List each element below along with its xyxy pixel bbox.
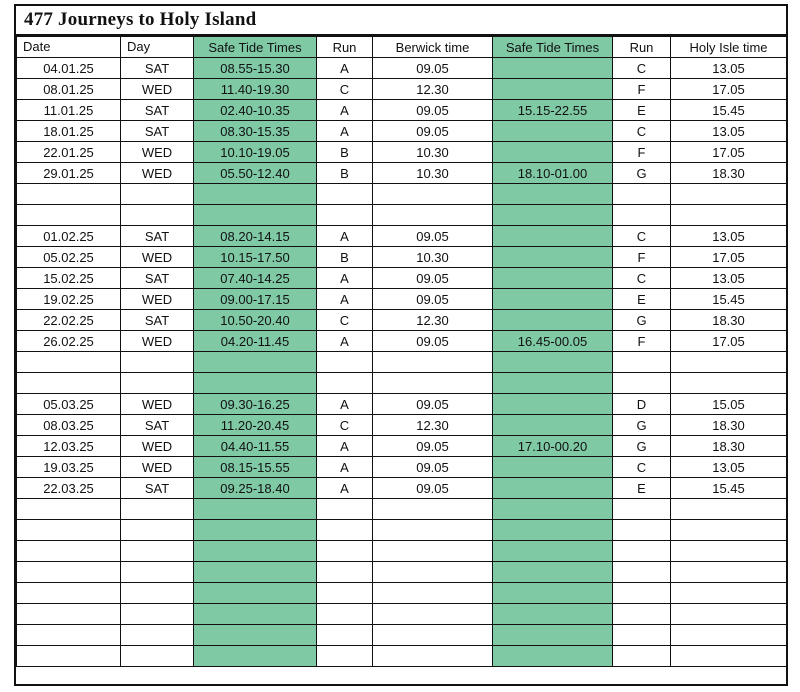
cell-berwick-time: 10.30 <box>373 142 493 163</box>
cell-holy-isle-time: 13.05 <box>671 121 787 142</box>
table-row <box>17 541 787 562</box>
table-row <box>17 205 787 226</box>
cell-safe-tide-outbound: 04.20-11.45 <box>194 331 317 352</box>
table-row <box>17 226 787 247</box>
cell-safe-tide-outbound <box>194 205 317 226</box>
cell-date: 15.02.25 <box>17 268 121 289</box>
cell-day <box>121 352 194 373</box>
cell-date <box>17 562 121 583</box>
cell-berwick-time: 12.30 <box>373 415 493 436</box>
cell-safe-tide-outbound <box>194 499 317 520</box>
table-row <box>17 373 787 394</box>
cell-holy-isle-time: 18.30 <box>671 415 787 436</box>
cell-date <box>17 373 121 394</box>
cell-holy-isle-time <box>671 352 787 373</box>
cell-day <box>121 541 194 562</box>
cell-run-return: C <box>613 457 671 478</box>
cell-holy-isle-time: 17.05 <box>671 247 787 268</box>
cell-run-return: C <box>613 58 671 79</box>
cell-berwick-time <box>373 583 493 604</box>
cell-date: 08.03.25 <box>17 415 121 436</box>
cell-holy-isle-time: 13.05 <box>671 58 787 79</box>
cell-safe-tide-outbound <box>194 604 317 625</box>
cell-run-outbound: A <box>317 478 373 499</box>
table-row <box>17 520 787 541</box>
cell-berwick-time: 09.05 <box>373 58 493 79</box>
cell-holy-isle-time: 17.05 <box>671 331 787 352</box>
cell-day: WED <box>121 331 194 352</box>
table-row <box>17 436 787 457</box>
cell-holy-isle-time <box>671 373 787 394</box>
cell-day <box>121 604 194 625</box>
cell-holy-isle-time <box>671 205 787 226</box>
cell-safe-tide-return <box>493 583 613 604</box>
cell-safe-tide-return <box>493 604 613 625</box>
cell-berwick-time <box>373 625 493 646</box>
cell-holy-isle-time: 15.45 <box>671 289 787 310</box>
cell-run-return <box>613 352 671 373</box>
cell-run-outbound: A <box>317 331 373 352</box>
cell-run-outbound: A <box>317 58 373 79</box>
cell-berwick-time <box>373 352 493 373</box>
cell-holy-isle-time: 13.05 <box>671 226 787 247</box>
cell-run-return: E <box>613 478 671 499</box>
column-header-safe-tide-times-outbound: Safe Tide Times <box>194 37 317 58</box>
cell-run-outbound: B <box>317 247 373 268</box>
cell-run-return: D <box>613 394 671 415</box>
table-row <box>17 184 787 205</box>
cell-day <box>121 184 194 205</box>
cell-berwick-time: 12.30 <box>373 79 493 100</box>
cell-berwick-time: 10.30 <box>373 163 493 184</box>
table-header <box>17 37 787 58</box>
cell-safe-tide-return <box>493 625 613 646</box>
cell-run-return <box>613 184 671 205</box>
cell-safe-tide-outbound: 11.20-20.45 <box>194 415 317 436</box>
cell-date: 22.01.25 <box>17 142 121 163</box>
cell-safe-tide-outbound <box>194 184 317 205</box>
cell-run-outbound: C <box>317 310 373 331</box>
cell-date <box>17 184 121 205</box>
cell-safe-tide-return <box>493 352 613 373</box>
cell-berwick-time <box>373 205 493 226</box>
cell-date: 19.03.25 <box>17 457 121 478</box>
cell-safe-tide-outbound <box>194 562 317 583</box>
cell-safe-tide-return <box>493 58 613 79</box>
table-row <box>17 646 787 667</box>
cell-day: SAT <box>121 121 194 142</box>
cell-safe-tide-outbound: 07.40-14.25 <box>194 268 317 289</box>
table-row <box>17 310 787 331</box>
cell-berwick-time: 09.05 <box>373 478 493 499</box>
page-title: 477 Journeys to Holy Island <box>24 9 257 30</box>
cell-berwick-time <box>373 562 493 583</box>
cell-run-return <box>613 373 671 394</box>
cell-safe-tide-outbound: 10.50-20.40 <box>194 310 317 331</box>
cell-day: WED <box>121 163 194 184</box>
cell-date: 05.02.25 <box>17 247 121 268</box>
cell-berwick-time: 09.05 <box>373 226 493 247</box>
cell-safe-tide-outbound <box>194 583 317 604</box>
cell-date: 19.02.25 <box>17 289 121 310</box>
cell-run-outbound <box>317 583 373 604</box>
cell-safe-tide-outbound: 09.00-17.15 <box>194 289 317 310</box>
cell-holy-isle-time: 15.45 <box>671 478 787 499</box>
cell-run-outbound: B <box>317 163 373 184</box>
cell-berwick-time <box>373 184 493 205</box>
cell-day: SAT <box>121 100 194 121</box>
cell-holy-isle-time: 17.05 <box>671 142 787 163</box>
cell-run-outbound: C <box>317 79 373 100</box>
cell-berwick-time <box>373 373 493 394</box>
cell-day <box>121 499 194 520</box>
table-row <box>17 58 787 79</box>
cell-date: 22.02.25 <box>17 310 121 331</box>
cell-holy-isle-time: 13.05 <box>671 457 787 478</box>
cell-safe-tide-return <box>493 268 613 289</box>
cell-holy-isle-time <box>671 625 787 646</box>
cell-date: 22.03.25 <box>17 478 121 499</box>
cell-day <box>121 205 194 226</box>
cell-run-return <box>613 583 671 604</box>
cell-safe-tide-return <box>493 121 613 142</box>
cell-berwick-time: 09.05 <box>373 331 493 352</box>
cell-holy-isle-time <box>671 562 787 583</box>
cell-safe-tide-outbound <box>194 373 317 394</box>
cell-safe-tide-outbound: 11.40-19.30 <box>194 79 317 100</box>
table-row <box>17 352 787 373</box>
cell-date <box>17 352 121 373</box>
cell-day <box>121 562 194 583</box>
cell-day <box>121 625 194 646</box>
cell-run-outbound <box>317 205 373 226</box>
cell-date: 05.03.25 <box>17 394 121 415</box>
cell-day: SAT <box>121 310 194 331</box>
table-row <box>17 100 787 121</box>
cell-run-outbound <box>317 604 373 625</box>
cell-safe-tide-return <box>493 79 613 100</box>
cell-date <box>17 625 121 646</box>
cell-run-return: C <box>613 226 671 247</box>
cell-run-outbound: A <box>317 121 373 142</box>
table-row <box>17 79 787 100</box>
cell-date <box>17 583 121 604</box>
cell-date: 04.01.25 <box>17 58 121 79</box>
cell-day <box>121 646 194 667</box>
cell-berwick-time: 09.05 <box>373 268 493 289</box>
cell-run-outbound <box>317 562 373 583</box>
cell-safe-tide-outbound: 09.30-16.25 <box>194 394 317 415</box>
timetable <box>16 36 787 667</box>
table-row <box>17 142 787 163</box>
table-row <box>17 478 787 499</box>
cell-day: WED <box>121 394 194 415</box>
cell-date <box>17 646 121 667</box>
cell-date <box>17 541 121 562</box>
cell-safe-tide-outbound: 08.15-15.55 <box>194 457 317 478</box>
cell-run-return: C <box>613 121 671 142</box>
cell-day: WED <box>121 247 194 268</box>
cell-safe-tide-return <box>493 184 613 205</box>
table-row <box>17 394 787 415</box>
cell-day: WED <box>121 142 194 163</box>
cell-date <box>17 205 121 226</box>
cell-run-outbound: C <box>317 415 373 436</box>
table-row <box>17 247 787 268</box>
cell-safe-tide-outbound: 02.40-10.35 <box>194 100 317 121</box>
cell-safe-tide-return <box>493 205 613 226</box>
cell-berwick-time: 09.05 <box>373 289 493 310</box>
cell-safe-tide-return <box>493 373 613 394</box>
table-row <box>17 499 787 520</box>
cell-berwick-time <box>373 499 493 520</box>
cell-run-return <box>613 646 671 667</box>
cell-day <box>121 583 194 604</box>
cell-run-return <box>613 541 671 562</box>
cell-safe-tide-outbound: 04.40-11.55 <box>194 436 317 457</box>
cell-safe-tide-outbound: 10.15-17.50 <box>194 247 317 268</box>
cell-holy-isle-time <box>671 583 787 604</box>
cell-holy-isle-time <box>671 604 787 625</box>
cell-safe-tide-outbound: 08.55-15.30 <box>194 58 317 79</box>
cell-run-return: G <box>613 436 671 457</box>
table-row <box>17 625 787 646</box>
cell-date: 01.02.25 <box>17 226 121 247</box>
cell-run-return: F <box>613 247 671 268</box>
cell-safe-tide-return <box>493 520 613 541</box>
cell-run-outbound: A <box>317 268 373 289</box>
table-row <box>17 289 787 310</box>
cell-holy-isle-time: 18.30 <box>671 310 787 331</box>
cell-run-outbound: A <box>317 436 373 457</box>
cell-run-outbound <box>317 184 373 205</box>
cell-holy-isle-time <box>671 499 787 520</box>
cell-safe-tide-outbound <box>194 541 317 562</box>
cell-safe-tide-return <box>493 226 613 247</box>
cell-berwick-time: 09.05 <box>373 394 493 415</box>
cell-safe-tide-return <box>493 415 613 436</box>
cell-safe-tide-outbound <box>194 625 317 646</box>
cell-day <box>121 520 194 541</box>
cell-holy-isle-time: 17.05 <box>671 79 787 100</box>
cell-safe-tide-return: 16.45-00.05 <box>493 331 613 352</box>
cell-date: 08.01.25 <box>17 79 121 100</box>
cell-berwick-time: 09.05 <box>373 436 493 457</box>
cell-holy-isle-time: 13.05 <box>671 268 787 289</box>
cell-run-outbound <box>317 541 373 562</box>
cell-berwick-time: 09.05 <box>373 121 493 142</box>
header-row <box>17 37 787 58</box>
cell-safe-tide-return <box>493 457 613 478</box>
column-header-run-outbound: Run <box>317 37 373 58</box>
cell-run-return <box>613 520 671 541</box>
cell-safe-tide-outbound: 10.10-19.05 <box>194 142 317 163</box>
cell-safe-tide-outbound <box>194 520 317 541</box>
table-row <box>17 268 787 289</box>
cell-day: SAT <box>121 478 194 499</box>
cell-run-outbound: A <box>317 457 373 478</box>
table-row <box>17 457 787 478</box>
cell-date: 12.03.25 <box>17 436 121 457</box>
cell-run-outbound <box>317 625 373 646</box>
cell-berwick-time <box>373 520 493 541</box>
cell-berwick-time <box>373 646 493 667</box>
cell-day: WED <box>121 436 194 457</box>
column-header-berwick-time: Berwick time <box>373 37 493 58</box>
cell-run-return: F <box>613 142 671 163</box>
column-header-holy-isle-time: Holy Isle time <box>671 37 787 58</box>
cell-run-return: G <box>613 415 671 436</box>
cell-run-return <box>613 205 671 226</box>
cell-run-return <box>613 499 671 520</box>
cell-run-outbound <box>317 352 373 373</box>
table-row <box>17 562 787 583</box>
column-header-run-return: Run <box>613 37 671 58</box>
cell-date: 29.01.25 <box>17 163 121 184</box>
table-row <box>17 121 787 142</box>
cell-run-outbound: A <box>317 394 373 415</box>
cell-berwick-time: 09.05 <box>373 457 493 478</box>
cell-safe-tide-return <box>493 142 613 163</box>
cell-berwick-time <box>373 541 493 562</box>
cell-holy-isle-time: 18.30 <box>671 436 787 457</box>
cell-date: 18.01.25 <box>17 121 121 142</box>
cell-safe-tide-return <box>493 499 613 520</box>
cell-safe-tide-return <box>493 394 613 415</box>
cell-date: 11.01.25 <box>17 100 121 121</box>
cell-safe-tide-return <box>493 478 613 499</box>
cell-run-return: G <box>613 163 671 184</box>
cell-safe-tide-outbound: 08.20-14.15 <box>194 226 317 247</box>
table-row <box>17 604 787 625</box>
cell-safe-tide-outbound: 05.50-12.40 <box>194 163 317 184</box>
cell-run-outbound: A <box>317 100 373 121</box>
cell-safe-tide-return <box>493 247 613 268</box>
cell-safe-tide-return: 15.15-22.55 <box>493 100 613 121</box>
cell-date <box>17 520 121 541</box>
cell-day: WED <box>121 289 194 310</box>
cell-run-outbound <box>317 520 373 541</box>
table-row <box>17 163 787 184</box>
cell-day <box>121 373 194 394</box>
cell-date: 26.02.25 <box>17 331 121 352</box>
cell-holy-isle-time: 18.30 <box>671 163 787 184</box>
cell-run-outbound: A <box>317 226 373 247</box>
cell-run-return: G <box>613 310 671 331</box>
cell-safe-tide-outbound: 08.30-15.35 <box>194 121 317 142</box>
cell-run-outbound: A <box>317 289 373 310</box>
cell-day: SAT <box>121 58 194 79</box>
cell-safe-tide-return <box>493 562 613 583</box>
cell-run-return: C <box>613 268 671 289</box>
cell-run-outbound <box>317 646 373 667</box>
cell-date <box>17 499 121 520</box>
cell-day: SAT <box>121 415 194 436</box>
cell-safe-tide-return <box>493 541 613 562</box>
cell-safe-tide-outbound <box>194 646 317 667</box>
cell-run-return: F <box>613 79 671 100</box>
cell-berwick-time <box>373 604 493 625</box>
cell-safe-tide-return <box>493 310 613 331</box>
cell-safe-tide-return: 18.10-01.00 <box>493 163 613 184</box>
cell-safe-tide-return <box>493 289 613 310</box>
timetable-frame <box>14 4 788 686</box>
cell-safe-tide-return <box>493 646 613 667</box>
table-row <box>17 583 787 604</box>
cell-day: WED <box>121 457 194 478</box>
cell-run-return <box>613 625 671 646</box>
column-header-date: Date <box>17 37 121 58</box>
cell-holy-isle-time <box>671 541 787 562</box>
cell-date <box>17 604 121 625</box>
table-body <box>17 58 787 667</box>
cell-day: SAT <box>121 268 194 289</box>
table-row <box>17 415 787 436</box>
cell-holy-isle-time: 15.05 <box>671 394 787 415</box>
cell-run-return: E <box>613 289 671 310</box>
cell-berwick-time: 09.05 <box>373 100 493 121</box>
cell-holy-isle-time: 15.45 <box>671 100 787 121</box>
cell-day: WED <box>121 79 194 100</box>
cell-safe-tide-outbound <box>194 352 317 373</box>
title-bar <box>16 6 786 36</box>
cell-holy-isle-time <box>671 184 787 205</box>
cell-run-outbound <box>317 499 373 520</box>
cell-berwick-time: 10.30 <box>373 247 493 268</box>
cell-run-return <box>613 562 671 583</box>
column-header-safe-tide-times-return: Safe Tide Times <box>493 37 613 58</box>
cell-safe-tide-outbound: 09.25-18.40 <box>194 478 317 499</box>
table-row <box>17 331 787 352</box>
cell-run-outbound: B <box>317 142 373 163</box>
cell-holy-isle-time <box>671 520 787 541</box>
cell-berwick-time: 12.30 <box>373 310 493 331</box>
cell-safe-tide-return: 17.10-00.20 <box>493 436 613 457</box>
cell-run-return: E <box>613 100 671 121</box>
cell-day: SAT <box>121 226 194 247</box>
cell-run-return <box>613 604 671 625</box>
cell-holy-isle-time <box>671 646 787 667</box>
column-header-day: Day <box>121 37 194 58</box>
cell-run-outbound <box>317 373 373 394</box>
cell-run-return: F <box>613 331 671 352</box>
